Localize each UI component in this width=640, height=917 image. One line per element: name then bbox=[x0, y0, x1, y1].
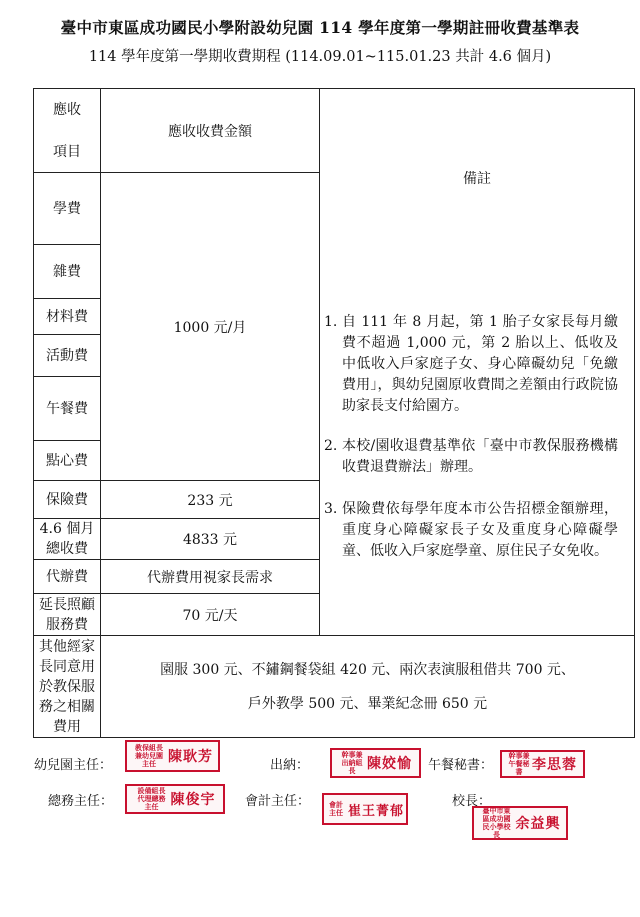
table-row bbox=[34, 636, 635, 738]
fee-table bbox=[33, 88, 635, 738]
item-insurance: 保險費 bbox=[34, 481, 101, 519]
lunch-secretary-stamp bbox=[500, 750, 585, 778]
director-label: 幼兒園主任： bbox=[34, 758, 113, 773]
other-fees-line2: 戶外教學 500 元、畢業紀念冊 650 元 bbox=[247, 695, 488, 712]
header-amount-cell bbox=[101, 89, 320, 173]
header-amount: 應收收費金額 bbox=[168, 123, 252, 140]
item-extended-care: 延長照顧服務費 bbox=[34, 594, 101, 636]
accounting-stamp-name: 崔王菁郁 bbox=[347, 803, 404, 819]
director-stamp bbox=[125, 740, 220, 772]
principal-stamp-title: 臺中市東區成功國民小學校長 bbox=[482, 806, 511, 839]
lunch-secretary-stamp-title: 幹事兼午餐秘書 bbox=[508, 751, 530, 776]
item-agency-fee: 代辦費 bbox=[34, 560, 101, 594]
header-item-line1: 應收 bbox=[53, 101, 81, 118]
note-2: 2. 本校/園收退費基準依「臺中市教保服務機構收費退費辦法」辦理。 bbox=[324, 438, 618, 475]
fee-period-subtitle: 114 學年度第一學期收費期程 (114.09.01~115.01.23 共計 4.6 個月) bbox=[88, 49, 552, 65]
other-fees-line1: 園服 300 元、不鏽鋼餐袋組 420 元、兩次表演服租借共 700 元、 bbox=[160, 661, 575, 678]
general-affairs-stamp-name: 陳俊宇 bbox=[170, 792, 216, 808]
note-3: 3. 保險費依每學年度本市公告招標金額辦理，重度身心障礙家長子女及重度身心障礙學童、低收入戶家庭學童、原住民子女免收。 bbox=[324, 501, 618, 559]
item-materials: 材料費 bbox=[34, 299, 101, 335]
page-title: 臺中市東區成功國民小學附設幼兒園 114 學年度第一學期註冊收費基準表 bbox=[60, 18, 580, 37]
item-snack: 點心費 bbox=[34, 441, 101, 481]
amount-agency-fee: 代辦費用視家長需求 bbox=[101, 560, 320, 594]
accounting-label: 會計主任： bbox=[245, 794, 311, 809]
cashier-stamp-title: 幹事兼出納組長 bbox=[341, 750, 363, 775]
director-stamp-title: 教保組長兼幼兒園主任 bbox=[135, 743, 163, 768]
lunch-secretary-label: 午餐秘書： bbox=[428, 758, 494, 773]
header-item-line2: 項目 bbox=[53, 143, 81, 160]
item-total: 4.6 個月總收費 bbox=[34, 519, 101, 560]
amount-total: 4833 元 bbox=[101, 519, 320, 560]
amount-other-fees bbox=[101, 636, 635, 738]
accounting-stamp bbox=[322, 793, 408, 825]
accounting-stamp-title: 會計主任 bbox=[328, 800, 343, 817]
principal-stamp bbox=[472, 806, 568, 840]
director-stamp-name: 陳耿芳 bbox=[168, 749, 213, 765]
principal-stamp-name: 余益興 bbox=[515, 816, 561, 832]
item-activity: 活動費 bbox=[34, 335, 101, 377]
item-tuition: 學費 bbox=[34, 173, 101, 245]
table-header-row bbox=[34, 89, 635, 173]
group-amount-cell bbox=[101, 173, 320, 481]
general-affairs-label: 總務主任： bbox=[48, 794, 114, 809]
note-1: 1. 自 111 年 8 月起，第 1 胎子女家長每月繳費不超過 1,000 元，第 2 胎以上、低收及中低收入戶家庭子女、身心障礙幼兒「免繳費用」，與幼兒園原收費間之差額由行政院協助家長支付給園方。 bbox=[324, 314, 618, 414]
header-item-cell bbox=[34, 89, 101, 173]
cashier-stamp-name: 陳姣愉 bbox=[367, 756, 412, 772]
general-affairs-stamp bbox=[125, 784, 225, 814]
remarks-cell bbox=[320, 89, 635, 636]
amount-extended-care: 70 元/天 bbox=[101, 594, 320, 636]
amount-insurance: 233 元 bbox=[101, 481, 320, 519]
header-remarks: 備註 bbox=[463, 171, 491, 187]
cashier-label: 出納： bbox=[270, 758, 310, 773]
remarks-notes bbox=[320, 312, 634, 562]
principal-label: 校長： bbox=[452, 794, 492, 809]
item-misc: 雜費 bbox=[34, 245, 101, 299]
general-affairs-stamp-title: 設備組長代理總務主任 bbox=[137, 786, 166, 811]
lunch-secretary-stamp-name: 李思蓉 bbox=[532, 757, 577, 773]
cashier-stamp bbox=[330, 748, 421, 778]
group-amount: 1000 元/月 bbox=[173, 319, 247, 336]
item-other-fees: 其他經家長同意用於教保服務之相關費用 bbox=[34, 636, 101, 738]
item-lunch: 午餐費 bbox=[34, 377, 101, 441]
